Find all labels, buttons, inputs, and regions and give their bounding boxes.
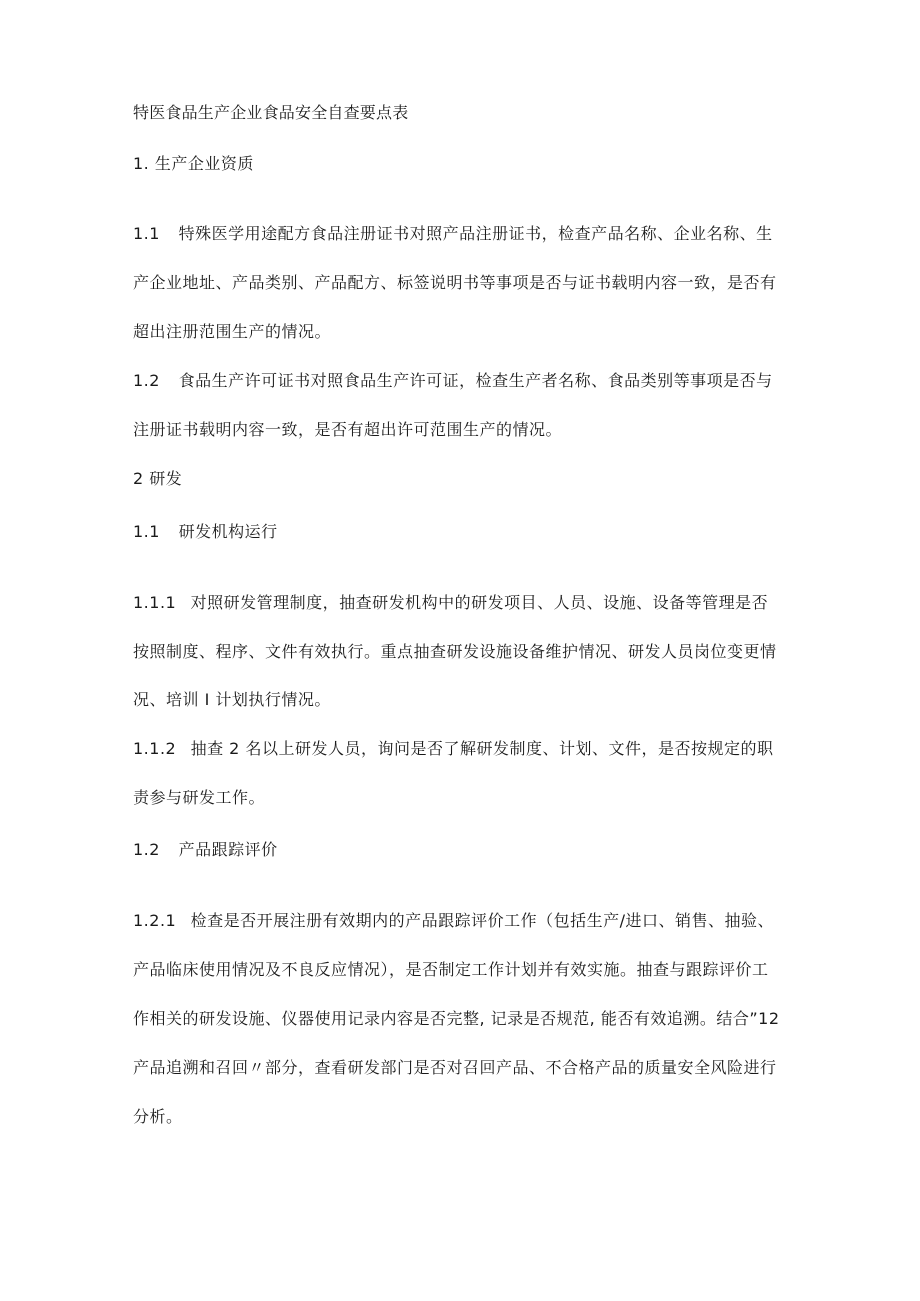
item-1-1-line-3: 超出注册范围生产的情况。 (133, 322, 332, 341)
item-text: 食品生产许可证书对照食品生产许可证，检查生产者名称、食品类别等事项是否与 (178, 371, 773, 390)
item-number: 1.1 (133, 224, 160, 243)
item-1-1-line-1 (133, 223, 773, 245)
subsection-title: 研发机构运行 (178, 522, 278, 541)
subsection-number: 1.2 (133, 840, 160, 859)
item-1-2-1-line-5: 分析。 (133, 1107, 183, 1126)
subsection-heading-rnd-org (133, 521, 278, 543)
item-1-2-1-line-2: 产品临床使用情况及不良反应情况），是否制定工作计划并有效实施。抽查与跟踪评价工 (133, 960, 769, 979)
item-1-1-2-line-1 (133, 738, 773, 760)
subsection-title: 产品跟踪评价 (178, 840, 278, 859)
subsection-number: 1.1 (133, 522, 160, 541)
item-1-2-line-1 (133, 370, 773, 392)
item-1-1-1-line-2: 按照制度、程序、文件有效执行。重点抽查研发设施设备维护情况、研发人员岗位变更情 (133, 642, 777, 661)
item-text: 抽查 2 名以上研发人员，询问是否了解研发制度、计划、文件，是否按规定的职 (190, 739, 774, 758)
item-1-2-line-2: 注册证书载明内容一致，是否有超出许可范围生产的情况。 (133, 420, 563, 439)
subsection-heading-tracking (133, 839, 278, 861)
section-heading-qualification: 1. 生产企业资质 (133, 154, 254, 173)
item-text: 对照研发管理制度，抽查研发机构中的研发项目、人员、设施、设备等管理是否 (190, 593, 769, 612)
item-1-1-1-line-1 (133, 592, 768, 614)
item-number: 1.1.2 (133, 739, 177, 758)
item-number: 1.2.1 (133, 911, 177, 930)
item-text: 特殊医学用途配方食品注册证书对照产品注册证书，检查产品名称、企业名称、生 (178, 224, 773, 243)
item-number: 1.1.1 (133, 593, 177, 612)
item-text: 检查是否开展注册有效期内的产品跟踪评价工作（包括生产/进口、销售、抽验、 (190, 911, 774, 930)
item-number: 1.2 (133, 371, 160, 390)
item-1-1-1-line-3: 况、培训 I 计划执行情况。 (133, 690, 331, 709)
item-1-2-1-line-1 (133, 910, 774, 932)
document-title: 特医食品生产企业食品安全自查要点表 (133, 103, 409, 122)
item-1-2-1-line-3: 作相关的研发设施、仪器使用记录内容是否完整, 记录是否规范, 能否有效追溯。结合”12 (133, 1009, 780, 1028)
section-heading-rnd: 2 研发 (133, 469, 183, 488)
item-1-1-2-line-2: 责参与研发工作。 (133, 788, 266, 807)
item-1-2-1-line-4: 产品追溯和召回〃部分，查看研发部门是否对召回产品、不合格产品的质量安全风险进行 (133, 1058, 777, 1077)
item-1-1-line-2: 产企业地址、产品类别、产品配方、标签说明书等事项是否与证书载明内容一致，是否有 (133, 273, 777, 292)
